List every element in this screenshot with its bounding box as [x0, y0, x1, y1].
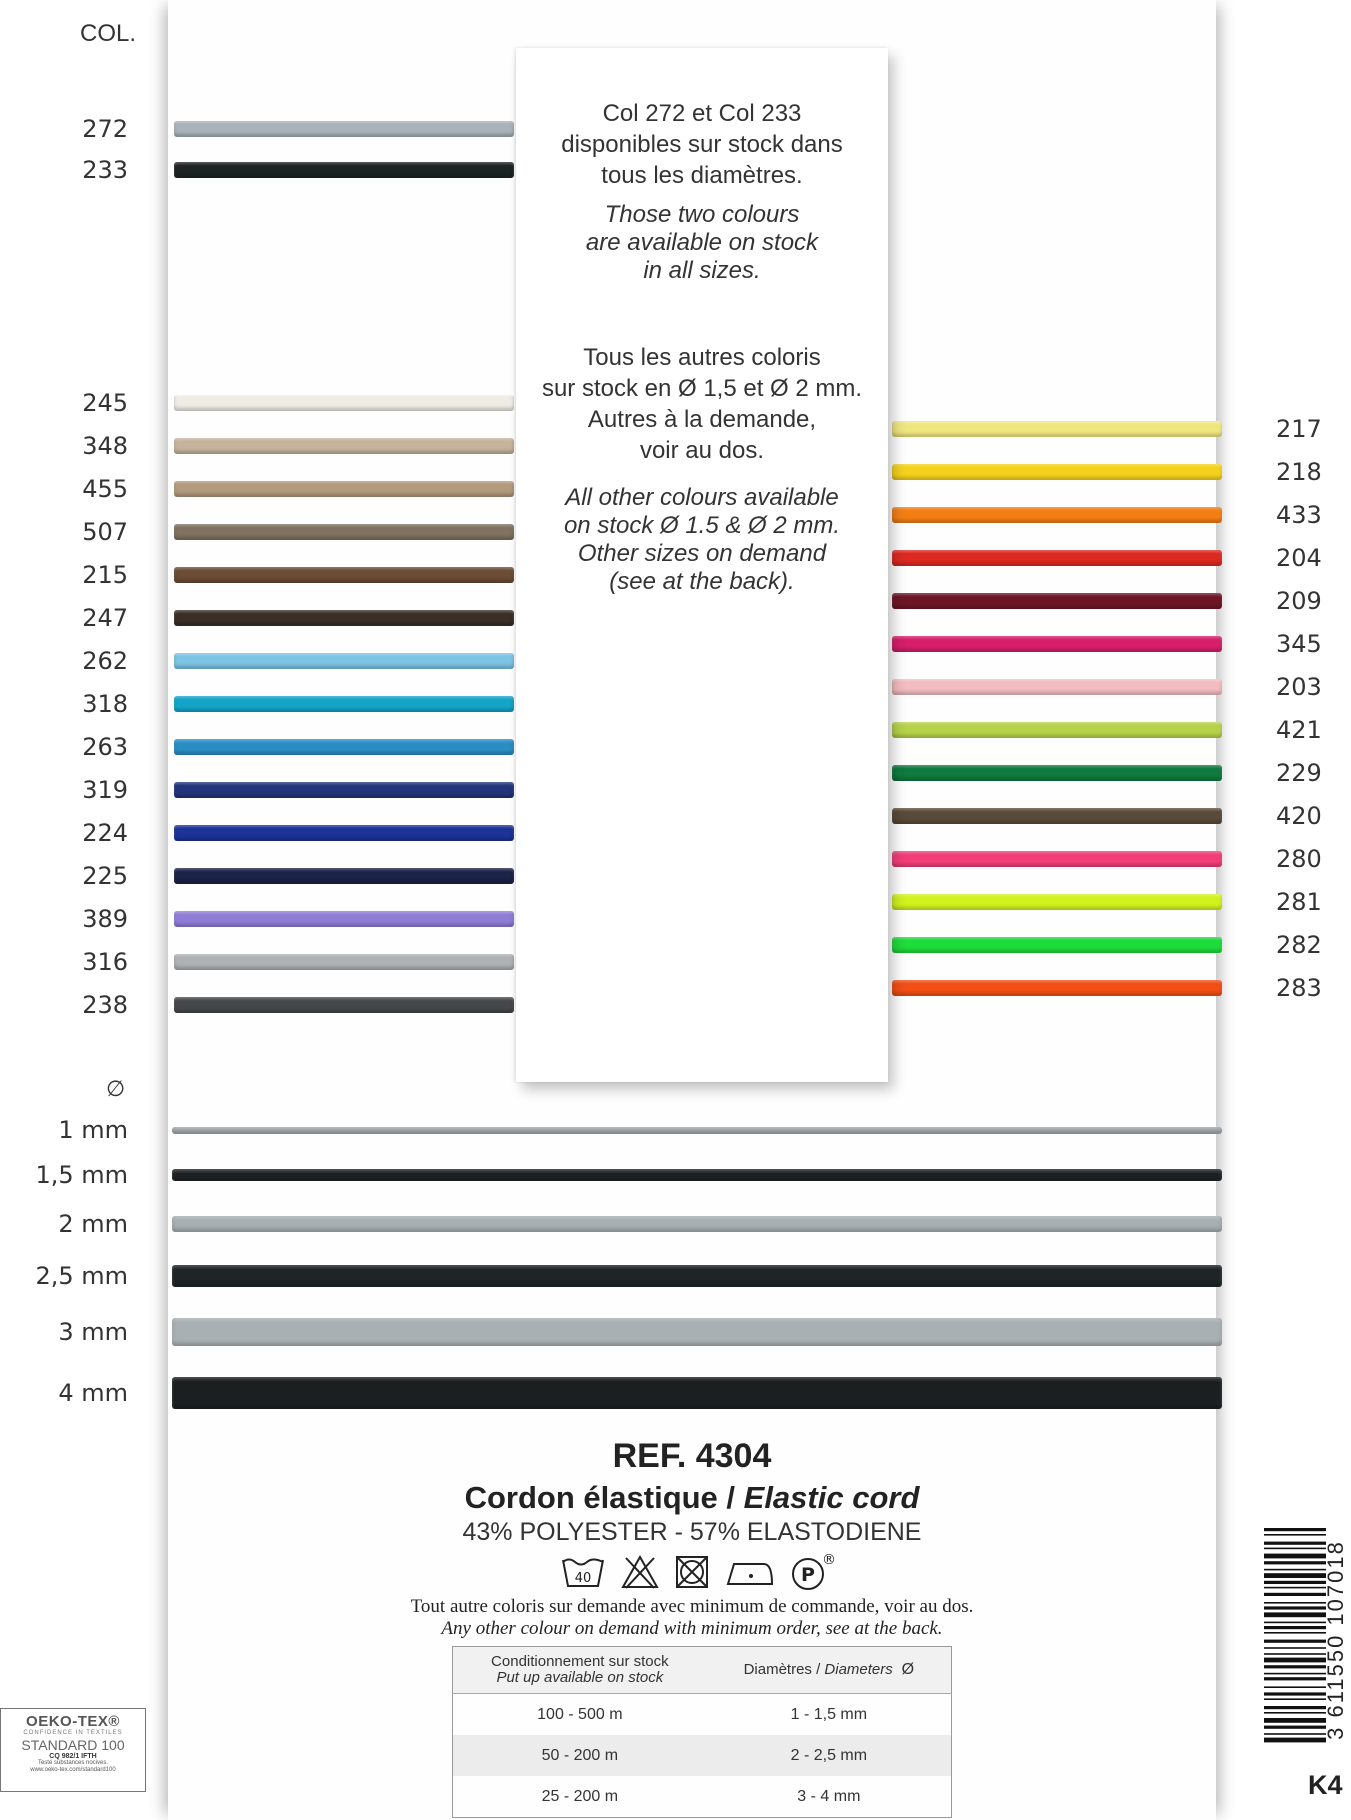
- diameter-cell: 3 - 4 mm: [797, 1787, 861, 1805]
- color-code-label: 318: [82, 690, 128, 718]
- diameter-header-symbol: Ø: [901, 1661, 915, 1678]
- color-code-label: 233: [82, 156, 128, 184]
- product-name-fr: Cordon élastique /: [464, 1480, 744, 1515]
- color-cord: [174, 162, 514, 178]
- diameter-symbol: ∅: [106, 1076, 126, 1101]
- page-code: K4: [1308, 1770, 1343, 1800]
- oeko-tex-label: [0, 1708, 146, 1792]
- iron-low-icon: [724, 1554, 776, 1590]
- diameter-cord: [172, 1377, 1222, 1409]
- diameter-label: 1 mm: [58, 1116, 128, 1144]
- diameter-label: 4 mm: [58, 1379, 128, 1407]
- color-cord: [892, 851, 1222, 867]
- color-cord: [892, 593, 1222, 609]
- oeko-cert: CQ 982/1 IFTH: [49, 1753, 97, 1760]
- info-en-other: All other colours available on stock Ø 1.5 & Ø 2 mm. Other sizes on demand (see at the back).: [563, 484, 841, 595]
- diameter-cord: [172, 1127, 1222, 1134]
- color-cord: [174, 954, 514, 970]
- color-code-label: 262: [82, 647, 128, 675]
- info-fr-stock: Col 272 et Col 233 disponibles sur stock dans tous les diamètres.: [561, 100, 843, 189]
- color-cord: [174, 997, 514, 1013]
- color-cord: [174, 911, 514, 927]
- color-code-label: 345: [1276, 630, 1322, 658]
- info-en-stock: Those two colours are available on stock in all sizes.: [585, 201, 819, 284]
- color-code-label: 229: [1276, 759, 1322, 787]
- diameter-cord: [172, 1216, 1222, 1232]
- put-up-cell: 50 - 200 m: [453, 1735, 707, 1776]
- color-code-label: 215: [82, 561, 128, 589]
- oeko-standard: STANDARD 100: [21, 1737, 125, 1753]
- product-ref: REF. 4304: [612, 1437, 772, 1475]
- put-up-header-fr: Conditionnement sur stock: [491, 1653, 669, 1670]
- diameter-header-fr: Diamètres /: [743, 1661, 825, 1678]
- stock-info-card: [516, 48, 888, 1082]
- color-code-label: 421: [1276, 716, 1322, 744]
- color-cord: [892, 937, 1222, 953]
- diameter-label: 2 mm: [58, 1210, 128, 1238]
- diameter-cord: [172, 1265, 1222, 1287]
- color-code-label: 238: [82, 991, 128, 1019]
- professional-clean-p-icon: [790, 1552, 836, 1592]
- color-cord: [892, 808, 1222, 824]
- color-code-label: 247: [82, 604, 128, 632]
- color-cord: [892, 980, 1222, 996]
- oeko-title: OEKO-TEX®: [26, 1713, 120, 1730]
- color-code-label: 209: [1276, 587, 1322, 615]
- diameter-cell: 1 - 1,5 mm: [790, 1705, 868, 1723]
- color-code-label: 348: [82, 432, 128, 460]
- color-code-label: 225: [82, 862, 128, 890]
- info-fr-other: Tous les autres coloris sur stock en Ø 1,5 et Ø 2 mm. Autres à la demande, voir au dos.: [541, 344, 863, 464]
- put-up-header-en: Put up available on stock: [496, 1669, 664, 1686]
- col-header: COL.: [80, 20, 137, 47]
- color-cord: [174, 610, 514, 626]
- color-cord: [174, 653, 514, 669]
- diameter-cord: [172, 1318, 1222, 1346]
- oeko-tested: Testé substances nocives.: [37, 1760, 109, 1766]
- color-cord: [174, 524, 514, 540]
- color-cord: [892, 765, 1222, 781]
- note-fr: Tout autre coloris sur demande avec minimum de commande, voir au dos.: [410, 1596, 974, 1617]
- color-cord: [892, 550, 1222, 566]
- svg-text:P: P: [801, 1564, 815, 1586]
- color-code-label: 280: [1276, 845, 1322, 873]
- color-cord: [174, 739, 514, 755]
- color-code-label: 245: [82, 389, 128, 417]
- diameter-label: 2,5 mm: [35, 1262, 128, 1290]
- put-up-cell: 25 - 200 m: [541, 1787, 619, 1805]
- color-cord: [174, 121, 514, 137]
- color-cord: [892, 464, 1222, 480]
- color-code-label: 420: [1276, 802, 1322, 830]
- diameter-header: [707, 1647, 952, 1694]
- color-code-label: 224: [82, 819, 128, 847]
- put-up-header: [453, 1647, 707, 1694]
- put-up-table: [452, 1646, 952, 1818]
- color-code-label: 507: [82, 518, 128, 546]
- no-bleach-icon: [620, 1554, 660, 1590]
- color-cord: [174, 825, 514, 841]
- color-code-label: 204: [1276, 544, 1322, 572]
- diameter-cell: 2 - 2,5 mm: [707, 1735, 952, 1776]
- diameter-label: 3 mm: [58, 1318, 128, 1346]
- table-row: [453, 1735, 952, 1776]
- color-code-label: 203: [1276, 673, 1322, 701]
- svg-text:40: 40: [574, 1571, 592, 1586]
- oeko-url: www.oeko-tex.com/standard100: [30, 1767, 116, 1773]
- oeko-tagline: CONFIDENCE IN TEXTILES: [23, 1730, 123, 1736]
- diameter-cord: [172, 1169, 1222, 1181]
- color-cord: [174, 438, 514, 454]
- product-composition: 43% POLYESTER - 57% ELASTODIENE: [462, 1518, 922, 1546]
- care-symbols: [560, 1552, 836, 1592]
- product-name: [168, 1480, 1216, 1516]
- color-code-label: 316: [82, 948, 128, 976]
- barcode-number: 3 611550 107018: [1323, 1540, 1348, 1740]
- color-cord: [892, 722, 1222, 738]
- diameter-header-en: Diameters: [824, 1661, 893, 1678]
- color-cord: [892, 679, 1222, 695]
- color-cord: [892, 636, 1222, 652]
- color-cord: [892, 894, 1222, 910]
- put-up-cell: 100 - 500 m: [537, 1705, 623, 1723]
- color-cord: [174, 696, 514, 712]
- color-cord: [174, 868, 514, 884]
- color-code-label: 281: [1276, 888, 1322, 916]
- diameter-label: 1,5 mm: [35, 1161, 128, 1189]
- svg-text:®: ®: [822, 1552, 836, 1568]
- color-code-label: 455: [82, 475, 128, 503]
- color-code-label: 217: [1276, 415, 1322, 443]
- color-code-label: 283: [1276, 974, 1322, 1002]
- color-code-label: 433: [1276, 501, 1322, 529]
- product-name-en: Elastic cord: [743, 1480, 920, 1515]
- no-tumble-dry-icon: [674, 1554, 710, 1590]
- note-en: Any other colour on demand with minimum order, see at the back.: [441, 1618, 943, 1639]
- table-row: [453, 1694, 952, 1736]
- color-code-label: 282: [1276, 931, 1322, 959]
- color-cord: [174, 395, 514, 411]
- wash-40-icon: [560, 1554, 606, 1590]
- color-cord: [892, 507, 1222, 523]
- color-cord: [174, 567, 514, 583]
- color-code-label: 272: [82, 115, 128, 143]
- color-cord: [892, 421, 1222, 437]
- color-code-label: 389: [82, 905, 128, 933]
- color-code-label: 218: [1276, 458, 1322, 486]
- color-code-label: 319: [82, 776, 128, 804]
- color-code-label: 263: [82, 733, 128, 761]
- color-cord: [174, 481, 514, 497]
- color-cord: [174, 782, 514, 798]
- table-row: [453, 1776, 952, 1818]
